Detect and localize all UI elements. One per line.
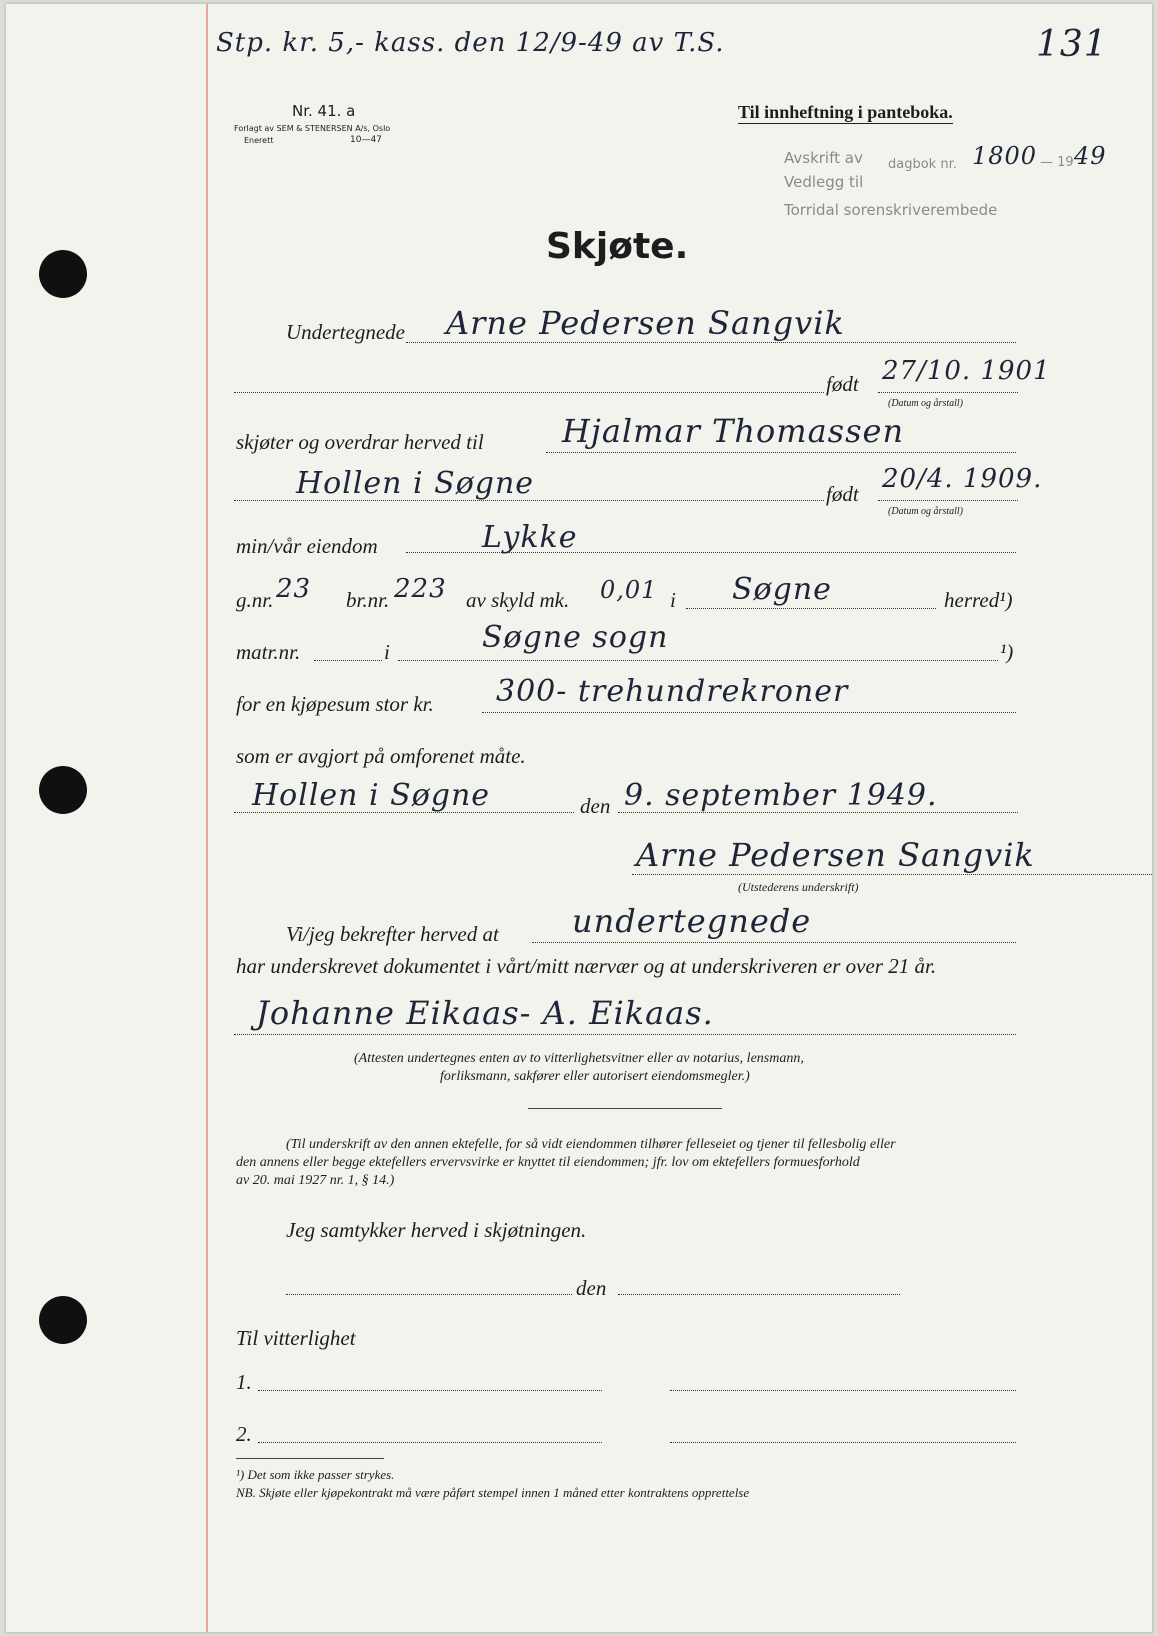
kjopesum-value: 300- trehundrekroner [496,674,849,709]
punch-hole [39,1296,87,1344]
spouse-note-3: av 20. mai 1927 nr. 1, § 14.) [236,1173,395,1188]
document-page [6,4,1152,1632]
spouse-note-1: (Til underskrift av den annen ektefelle, for så vidt eiendommen tilhører felleseiet og tjener til fellesbolig eller [286,1137,896,1152]
punch-hole [39,250,87,298]
stamp-year-sep: — 19 [1040,155,1074,170]
undertegnede-label: Undertegnede [286,320,405,344]
samtykker-text: Jeg samtykker herved i skjøtningen. [286,1218,587,1242]
seller-birthdate: 27/10. 1901 [882,356,1051,386]
herred-line [686,608,936,609]
witness-1-label: 1. [236,1370,252,1394]
matr-i-label: i [384,640,390,664]
birthdate-line [878,392,1018,393]
footnote-divider [236,1458,384,1459]
vitterlighet-label: Til vitterlighet [236,1326,356,1350]
consent-date-line [618,1294,900,1295]
brnr-value: 223 [394,574,447,604]
signature-line [632,874,1152,875]
buyer-line [546,452,1016,453]
brnr-label: br.nr. [346,588,390,612]
bekrefter-line [532,942,1016,943]
publisher-code: 10—47 [350,135,382,145]
publisher-enerett: Enerett [244,136,274,145]
handwritten-stamp-note: Stp. kr. 5,- kass. den 12/9-49 av T.S. [216,28,725,58]
signing-date: 9. september 1949. [624,778,938,813]
seller-extra-line [234,392,824,393]
form-number: Nr. 41. a [292,102,356,120]
date-line [618,812,1018,813]
seller-name: Arne Pedersen Sangvik [446,304,845,342]
stamp-line1: Avskrift av [784,149,863,167]
stamp-year: 49 [1074,142,1107,170]
kjopesum-label: for en kjøpesum stor kr. [236,692,434,716]
matr-label: matr.nr. [236,640,301,664]
skyld-value: 0,01 [600,576,658,604]
bekrefter-label: Vi/jeg bekrefter herved at [286,922,499,946]
eiendom-label: min/vår eiendom [236,534,378,558]
bekrefter-value: undertegnede [572,902,812,940]
den-label-2: den [576,1276,607,1300]
attest-note-1: (Attesten undertegnes enten av to vitterlighetsvitner eller av notarius, lensmann, [354,1051,804,1066]
kjopesum-line [482,712,1016,713]
birthdate-line-2 [878,500,1018,501]
stamp-dagbok-number: 1800 [972,142,1038,170]
buyer-name: Hjalmar Thomassen [562,412,905,450]
place-line [234,812,574,813]
punch-hole [39,766,87,814]
datum-caption: (Datum og årstall) [888,398,963,409]
footnote-1: ¹) Det som ikke passer strykes. [236,1467,395,1482]
stamp-dagbok-label: dagbok nr. [888,157,957,172]
buyer-birthdate: 20/4. 1909. [882,464,1043,494]
margin-line [206,4,208,1632]
buyer-place: Hollen i Søgne [296,466,535,501]
fodt-label: født [826,372,859,396]
stamp-line2: Vedlegg til [784,173,864,191]
top-right-heading: Til innheftning i panteboka. [738,102,953,122]
footnote-mark: ¹) [1000,640,1014,664]
witness-2-line [258,1442,602,1443]
witness-2b-line [670,1442,1016,1443]
herred-value: Søgne [732,572,832,607]
page-number: 131 [1036,24,1108,65]
gnr-value: 23 [276,574,312,604]
stamp-line3: Torridal sorenskriverembede [784,201,998,219]
consent-place-line [286,1294,572,1295]
sogn-line [398,660,998,661]
document-title: Skjøte. [546,226,689,267]
seller-signature: Arne Pedersen Sangvik [636,836,1035,874]
herred-label: herred¹) [944,588,1013,612]
divider [528,1108,722,1109]
witness-1-line [258,1390,602,1391]
property-name: Lykke [482,520,578,555]
matr-line [314,660,382,661]
i-label: i [670,588,676,612]
skjoter-label: skjøter og overdrar herved til [236,430,484,454]
spouse-note-2: den annens eller begge ektefellers ervervsvirke er knyttet til eiendommen; jfr. lov om ektefellers formuesforhold [236,1155,860,1170]
den-label: den [580,794,611,818]
signing-place: Hollen i Søgne [252,778,491,813]
witness-1b-line [670,1390,1016,1391]
skyld-label: av skyld mk. [466,588,570,612]
publisher-line: Forlagt av SEM & STENERSEN A/s, Oslo [234,124,391,133]
bekrefter-text: har underskrevet dokumentet i vårt/mitt nærvær og at underskriveren er over 21 år. [236,954,937,978]
attest-note-2: forliksmann, sakfører eller autorisert eiendomsmegler.) [440,1069,750,1084]
witness-2-label: 2. [236,1422,252,1446]
sogn-value: Søgne sogn [482,620,669,655]
undertegnede-line [406,342,1016,343]
avgjort-text: som er avgjort på omforenet måte. [236,744,526,768]
fodt-label-2: født [826,482,859,506]
footnote-2: NB. Skjøte eller kjøpekontrakt må være påført stempel innen 1 måned etter kontraktens opprettelse [236,1485,750,1500]
witness-signatures: Johanne Eikaas- A. Eikaas. [256,994,714,1032]
gnr-label: g.nr. [236,588,274,612]
signature-caption: (Utstederens underskrift) [738,880,859,894]
datum-caption-2: (Datum og årstall) [888,506,963,517]
witness-line [234,1034,1016,1035]
